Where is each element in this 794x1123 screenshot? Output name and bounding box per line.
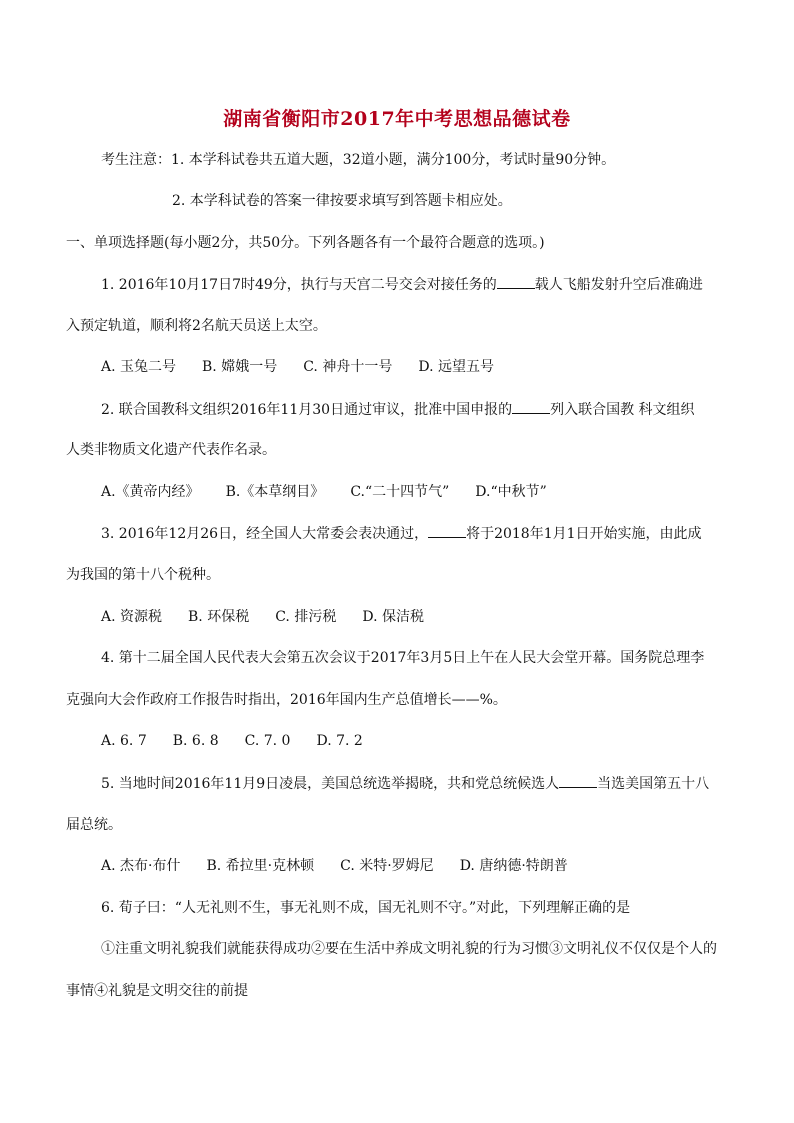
question-4-stem-cont: 克强向大会作政府工作报告时指出，2016年国内生产总值增长——%。 [66, 692, 507, 708]
section-heading: 一、单项选择题(每小题2分，共50分。下列各题各有一个最符合题意的选项。) [66, 235, 545, 251]
option-a: A. 杰布·布什 [101, 858, 181, 874]
option-d: D. 保洁税 [362, 609, 424, 625]
question-3-stem-cont: 为我国的第十八个税种。 [66, 567, 220, 583]
question-3-options [101, 607, 450, 627]
option-b: B. 希拉里·克林顿 [206, 858, 315, 874]
question-6-statements: ①注重文明礼貌我们就能获得成功②要在生活中养成文明礼貌的行为习惯③文明礼仪不仅仅是个人的 [101, 941, 717, 957]
option-b: B.《本草纲目》 [225, 484, 325, 500]
notice-line-1: 考生注意：1. 本学科试卷共五道大题，32道小题，满分100分，考试时量90分钟。 [101, 152, 616, 168]
option-c: C. 神舟十一号 [303, 359, 393, 375]
answer-blank [559, 773, 597, 788]
question-3-stem: 3. 2016年12月26日，经全国人大常委会表决通过， 将于2018年1月1日开始实施，由此成 [101, 523, 702, 544]
option-b: B. 环保税 [188, 609, 250, 625]
question-5-stem: 5. 当地时间2016年11月9日凌晨，美国总统选举揭晓，共和党总统候选人 当选美国第五十八 [101, 773, 709, 794]
answer-blank [497, 274, 535, 289]
question-4-options [101, 731, 389, 751]
question-1-stem-cont: 入预定轨道，顺利将2名航天员送上太空。 [66, 318, 327, 334]
option-c: C.“二十四节气” [350, 484, 450, 500]
option-c: C. 7. 0 [244, 733, 291, 749]
option-c: C. 排污税 [275, 609, 337, 625]
question-2-stem-cont: 人类非物质文化遗产代表作名录。 [66, 442, 276, 458]
question-5-options [101, 856, 594, 876]
question-2-options [101, 482, 573, 502]
question-6-stem: 6. 荀子曰：“人无礼则不生，事无礼则不成，国无礼则不守。”对此，下列理解正确的是 [101, 900, 631, 916]
page-title: 湖南省衡阳市2017年中考思想品德试卷 [223, 108, 571, 130]
question-6-statements-cont: 事情④礼貌是文明交往的前提 [66, 983, 248, 999]
question-2-stem: 2. 联合国教科文组织2016年11月30日通过审议，批准中国申报的 列入联合国教 科文组织 [101, 399, 695, 420]
answer-blank [428, 523, 466, 538]
option-b: B. 6. 8 [172, 733, 219, 749]
option-d: D.“中秋节” [475, 484, 547, 500]
option-a: A. 6. 7 [101, 733, 147, 749]
option-a: A. 资源税 [101, 609, 163, 625]
option-c: C. 米特·罗姆尼 [340, 858, 434, 874]
option-d: D. 远望五号 [418, 359, 494, 375]
option-d: D. 唐纳德·特朗普 [459, 858, 568, 874]
notice-line-2: 2. 本学科试卷的答案一律按要求填写到答题卡相应处。 [172, 193, 512, 209]
question-4-stem: 4. 第十二届全国人民代表大会第五次会议于2017年3月5日上午在人民大会堂开幕。国务院总理李 [101, 650, 705, 666]
question-1-stem: 1. 2016年10月17日7时49分，执行与天宫二号交会对接任务的 载人飞船发射升空后准确进 [101, 274, 703, 295]
question-5-stem-cont: 届总统。 [66, 817, 122, 833]
answer-blank [512, 399, 550, 414]
option-a: A.《黄帝内经》 [101, 484, 200, 500]
option-d: D. 7. 2 [316, 733, 363, 749]
option-b: B. 嫦娥一号 [202, 359, 278, 375]
option-a: A. 玉兔二号 [101, 359, 177, 375]
question-1-options [101, 357, 520, 377]
